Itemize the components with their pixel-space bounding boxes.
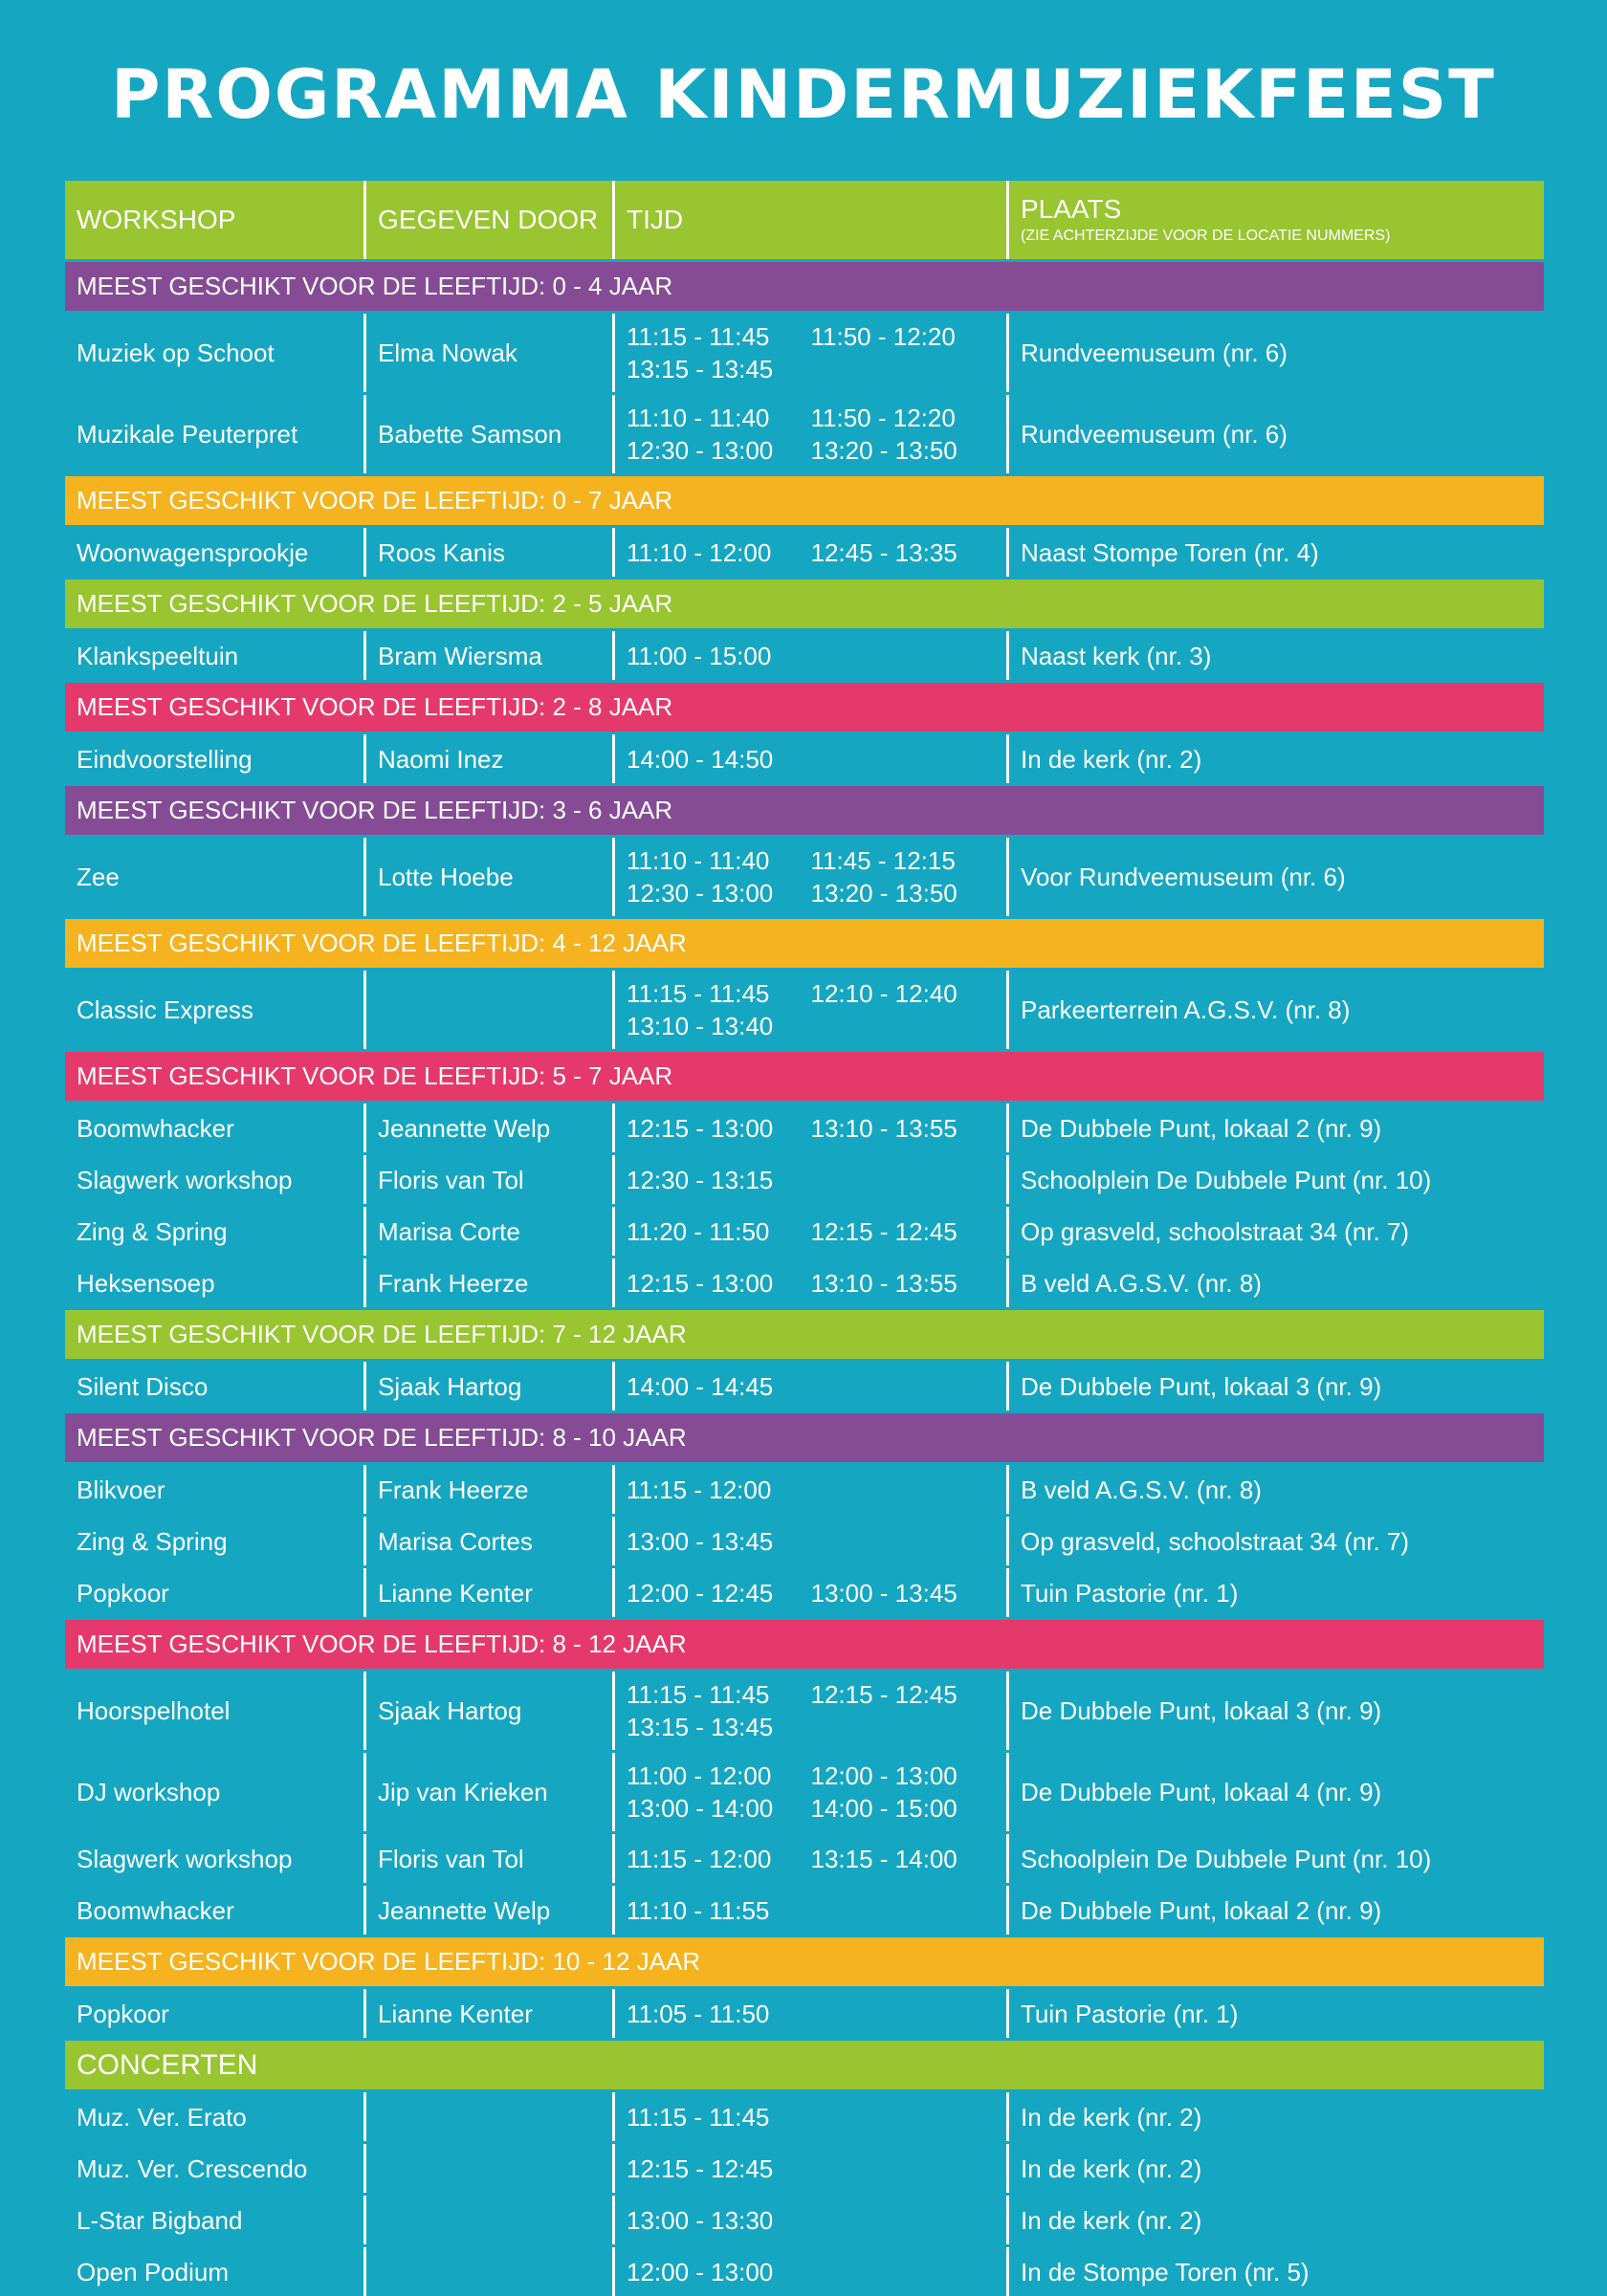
time-slot: 12:00 - 13:00 bbox=[810, 1761, 958, 1790]
time-slot: 12:10 - 12:40 bbox=[810, 979, 958, 1008]
workshop-name: Klankspeeltuin bbox=[65, 631, 366, 680]
time-slots bbox=[615, 971, 1009, 1049]
time-line bbox=[627, 2153, 995, 2185]
location: In de kerk (nr. 2) bbox=[1021, 2154, 1202, 2183]
location: Tuin Pastorie (nr. 1) bbox=[1021, 1999, 1239, 2028]
time-line bbox=[627, 1577, 995, 1609]
time-slot: 13:10 - 13:55 bbox=[810, 1268, 958, 1298]
age-section-header: MEEST GESCHIKT VOOR DE LEEFTIJD: 0 - 4 JAAR bbox=[65, 262, 1544, 311]
workshop-name: Classic Express bbox=[65, 971, 366, 1049]
time-slot: 13:10 - 13:55 bbox=[810, 1113, 958, 1143]
time-line bbox=[627, 1760, 995, 1792]
workshop-name: L-Star Bigband bbox=[65, 2196, 366, 2244]
time-slots bbox=[615, 1886, 1009, 1935]
location: Op grasveld, schoolstraat 34 (nr. 7) bbox=[1021, 1216, 1410, 1246]
time-slots bbox=[615, 2092, 1009, 2141]
time-slot: 13:00 - 13:45 bbox=[810, 1578, 958, 1607]
table-row bbox=[65, 1989, 1544, 2038]
program-table bbox=[65, 181, 1544, 2296]
workshop-name: Muz. Ver. Erato bbox=[65, 2092, 366, 2141]
given-by: Sjaak Hartog bbox=[366, 1362, 615, 1410]
given-by bbox=[366, 2196, 615, 2244]
table-row bbox=[65, 1672, 1544, 1750]
time-slot: 13:15 - 13:45 bbox=[627, 355, 774, 383]
time-line bbox=[627, 1998, 995, 2030]
time-slots bbox=[615, 631, 1009, 680]
time-slots bbox=[615, 1362, 1009, 1410]
workshop-name: Open Podium bbox=[65, 2247, 366, 2296]
location: De Dubbele Punt, lokaal 3 (nr. 9) bbox=[1021, 1371, 1382, 1401]
workshop-name: Blikvoer bbox=[65, 1465, 366, 1514]
table-row bbox=[65, 1104, 1544, 1152]
table-row bbox=[65, 528, 1544, 577]
time-line bbox=[627, 1678, 995, 1711]
table-row bbox=[65, 1517, 1544, 1565]
workshop-name: Zing & Spring bbox=[65, 1207, 366, 1256]
time-slot: 13:10 - 13:40 bbox=[627, 1012, 774, 1040]
location: Rundveemuseum (nr. 6) bbox=[1021, 339, 1288, 367]
time-slot: 11:00 - 12:00 bbox=[627, 1761, 772, 1790]
location: Rundveemuseum (nr. 6) bbox=[1021, 420, 1288, 448]
workshop-name: Slagwerk workshop bbox=[65, 1834, 366, 1883]
time-slot: 14:00 - 14:45 bbox=[627, 1371, 774, 1401]
time-slot: 11:10 - 12:00 bbox=[627, 537, 772, 567]
given-by: Jeannette Welp bbox=[366, 1104, 615, 1152]
time-line bbox=[627, 1525, 995, 1558]
table-row bbox=[65, 2144, 1544, 2193]
table-row bbox=[65, 314, 1544, 392]
location: Schoolplein De Dubbele Punt (nr. 10) bbox=[1021, 1165, 1432, 1194]
table-row bbox=[65, 1207, 1544, 1256]
time-slot: 13:00 - 13:30 bbox=[627, 2205, 774, 2235]
time-slot: 11:15 - 11:45 bbox=[627, 979, 770, 1008]
time-slot: 13:20 - 13:50 bbox=[810, 879, 958, 907]
table-row bbox=[65, 395, 1544, 473]
time-line bbox=[627, 2204, 995, 2237]
age-section-header: MEEST GESCHIKT VOOR DE LEEFTIJD: 0 - 7 JAAR bbox=[65, 476, 1544, 525]
time-line bbox=[627, 1474, 995, 1506]
workshop-name: Muz. Ver. Crescendo bbox=[65, 2144, 366, 2193]
time-line bbox=[627, 1894, 995, 1927]
time-slot: 14:00 - 15:00 bbox=[810, 1794, 958, 1823]
header-given-by: GEGEVEN DOOR bbox=[366, 181, 615, 259]
time-line bbox=[627, 1792, 995, 1825]
location: In de Stompe Toren (nr. 5) bbox=[1021, 2257, 1310, 2286]
given-by: Roos Kanis bbox=[366, 528, 615, 577]
header-place-label: PLAATS bbox=[1021, 194, 1122, 224]
time-slot: 11:15 - 12:00 bbox=[627, 1475, 772, 1504]
given-by: Frank Heerze bbox=[366, 1465, 615, 1514]
location: De Dubbele Punt, lokaal 2 (nr. 9) bbox=[1021, 1113, 1382, 1143]
time-line bbox=[627, 434, 995, 467]
given-by: Lianne Kenter bbox=[366, 1568, 615, 1617]
workshop-name: Hoorspelhotel bbox=[65, 1672, 366, 1750]
time-slot: 11:05 - 11:50 bbox=[627, 1999, 770, 2028]
time-slot: 12:00 - 12:45 bbox=[627, 1578, 774, 1607]
time-slot: 13:15 - 14:00 bbox=[810, 1844, 958, 1873]
given-by: Frank Heerze bbox=[366, 1258, 615, 1307]
time-slot: 13:15 - 13:45 bbox=[627, 1713, 774, 1741]
time-slots bbox=[615, 1465, 1009, 1514]
time-line bbox=[627, 1267, 995, 1300]
time-slots bbox=[615, 314, 1009, 392]
table-row bbox=[65, 2092, 1544, 2141]
location: Naast kerk (nr. 3) bbox=[1021, 641, 1212, 670]
location: In de kerk (nr. 2) bbox=[1021, 2102, 1202, 2132]
time-slot: 12:15 - 12:45 bbox=[810, 1680, 958, 1709]
given-by: Jeannette Welp bbox=[366, 1886, 615, 1935]
age-section-header: MEEST GESCHIKT VOOR DE LEEFTIJD: 10 - 12 JAAR bbox=[65, 1937, 1544, 1986]
table-row bbox=[65, 2196, 1544, 2244]
workshop-name: Boomwhacker bbox=[65, 1886, 366, 1935]
location: De Dubbele Punt, lokaal 4 (nr. 9) bbox=[1021, 1778, 1382, 1806]
age-section-header: MEEST GESCHIKT VOOR DE LEEFTIJD: 8 - 10 JAAR bbox=[65, 1413, 1544, 1462]
workshop-name: Zee bbox=[65, 838, 366, 916]
workshop-name: Muziek op Schoot bbox=[65, 314, 366, 392]
time-slot: 11:15 - 12:00 bbox=[627, 1844, 772, 1873]
time-line bbox=[627, 977, 995, 1010]
time-slots bbox=[615, 528, 1009, 577]
time-slots bbox=[615, 395, 1009, 473]
time-line bbox=[627, 1112, 995, 1145]
header-time: TIJD bbox=[615, 181, 1009, 259]
location: B veld A.G.S.V. (nr. 8) bbox=[1021, 1268, 1262, 1298]
page-title: PROGRAMMA KINDERMUZIEKFEEST bbox=[111, 55, 1496, 134]
table-row bbox=[65, 838, 1544, 916]
time-line bbox=[627, 844, 995, 877]
time-slots bbox=[615, 1568, 1009, 1617]
given-by: Bram Wiersma bbox=[366, 631, 615, 680]
time-slot: 11:10 - 11:40 bbox=[627, 404, 770, 432]
time-slots bbox=[615, 1834, 1009, 1883]
time-line bbox=[627, 1010, 995, 1042]
time-slots bbox=[615, 1104, 1009, 1152]
time-slot: 13:00 - 14:00 bbox=[627, 1794, 774, 1823]
location: B veld A.G.S.V. (nr. 8) bbox=[1021, 1475, 1262, 1504]
location: In de kerk (nr. 2) bbox=[1021, 744, 1202, 774]
workshop-name: Popkoor bbox=[65, 1568, 366, 1617]
given-by: Jip van Krieken bbox=[366, 1753, 615, 1831]
given-by: Lotte Hoebe bbox=[366, 838, 615, 916]
table-row bbox=[65, 1834, 1544, 1883]
time-slot: 12:15 - 13:00 bbox=[627, 1113, 774, 1143]
table-row bbox=[65, 971, 1544, 1049]
time-slot: 12:30 - 13:15 bbox=[627, 1165, 774, 1194]
given-by: Elma Nowak bbox=[366, 314, 615, 392]
time-slot: 11:45 - 12:15 bbox=[810, 846, 956, 875]
given-by: Lianne Kenter bbox=[366, 1989, 615, 2038]
time-slot: 11:20 - 11:50 bbox=[627, 1216, 770, 1246]
header-workshop: WORKSHOP bbox=[65, 181, 366, 259]
location: Schoolplein De Dubbele Punt (nr. 10) bbox=[1021, 1844, 1432, 1873]
time-line bbox=[627, 353, 995, 385]
workshop-name: Silent Disco bbox=[65, 1362, 366, 1410]
time-line bbox=[627, 1711, 995, 1743]
time-slot: 13:00 - 13:45 bbox=[627, 1526, 774, 1556]
time-slots bbox=[615, 1258, 1009, 1307]
given-by bbox=[366, 2092, 615, 2141]
workshop-name: Muzikale Peuterpret bbox=[65, 395, 366, 473]
table-row bbox=[65, 1886, 1544, 1935]
time-line bbox=[627, 743, 995, 776]
time-slot: 12:15 - 13:00 bbox=[627, 1268, 774, 1298]
location: Tuin Pastorie (nr. 1) bbox=[1021, 1578, 1239, 1607]
time-slot: 11:50 - 12:20 bbox=[810, 404, 956, 432]
time-slot: 11:10 - 11:40 bbox=[627, 846, 770, 875]
table-row bbox=[65, 1465, 1544, 1514]
workshop-name: Heksensoep bbox=[65, 1258, 366, 1307]
workshop-name: Woonwagensprookje bbox=[65, 528, 366, 577]
time-slots bbox=[615, 1155, 1009, 1204]
time-slot: 12:30 - 13:00 bbox=[627, 436, 774, 465]
age-section-header: MEEST GESCHIKT VOOR DE LEEFTIJD: 4 - 12 JAAR bbox=[65, 919, 1544, 968]
concerts-section-header: CONCERTEN bbox=[65, 2041, 1544, 2089]
given-by bbox=[366, 2144, 615, 2193]
time-slot: 11:00 - 15:00 bbox=[627, 641, 772, 670]
given-by: Floris van Tol bbox=[366, 1155, 615, 1204]
given-by: Marisa Cortes bbox=[366, 1517, 615, 1565]
workshop-name: DJ workshop bbox=[65, 1753, 366, 1831]
time-line bbox=[627, 1215, 995, 1248]
table-row bbox=[65, 1362, 1544, 1410]
time-slots bbox=[615, 1517, 1009, 1565]
time-slots bbox=[615, 838, 1009, 916]
workshop-name: Popkoor bbox=[65, 1989, 366, 2038]
header-place-note: (ZIE ACHTERZIJDE VOOR DE LOCATIE NUMMERS) bbox=[1021, 228, 1391, 244]
time-line bbox=[627, 2101, 995, 2133]
time-slots bbox=[615, 2196, 1009, 2244]
header-place bbox=[1009, 181, 1544, 259]
time-slots bbox=[615, 1207, 1009, 1256]
given-by: Babette Samson bbox=[366, 395, 615, 473]
time-line bbox=[627, 536, 995, 569]
time-slots bbox=[615, 1753, 1009, 1831]
table-row bbox=[65, 734, 1544, 783]
location: De Dubbele Punt, lokaal 2 (nr. 9) bbox=[1021, 1895, 1382, 1925]
time-line bbox=[627, 402, 995, 434]
time-slots bbox=[615, 1989, 1009, 2038]
time-slots bbox=[615, 734, 1009, 783]
time-line bbox=[627, 1843, 995, 1875]
age-section-header: MEEST GESCHIKT VOOR DE LEEFTIJD: 7 - 12 JAAR bbox=[65, 1310, 1544, 1359]
location: Voor Rundveemuseum (nr. 6) bbox=[1021, 863, 1346, 891]
workshop-name: Boomwhacker bbox=[65, 1104, 366, 1152]
table-header bbox=[65, 181, 1544, 259]
time-slot: 11:15 - 11:45 bbox=[627, 1680, 770, 1709]
location: Parkeerterrein A.G.S.V. (nr. 8) bbox=[1021, 995, 1351, 1024]
time-slots bbox=[615, 1672, 1009, 1750]
given-by: Floris van Tol bbox=[366, 1834, 615, 1883]
table-row bbox=[65, 631, 1544, 680]
time-slot: 13:20 - 13:50 bbox=[810, 436, 958, 465]
location: Naast Stompe Toren (nr. 4) bbox=[1021, 537, 1319, 567]
workshop-name: Zing & Spring bbox=[65, 1517, 366, 1565]
time-slot: 11:15 - 11:45 bbox=[627, 322, 770, 351]
table-row bbox=[65, 1155, 1544, 1204]
time-slot: 11:50 - 12:20 bbox=[810, 322, 956, 351]
location: De Dubbele Punt, lokaal 3 (nr. 9) bbox=[1021, 1696, 1382, 1725]
age-section-header: MEEST GESCHIKT VOOR DE LEEFTIJD: 3 - 6 JAAR bbox=[65, 786, 1544, 835]
time-slot: 11:15 - 11:45 bbox=[627, 2102, 770, 2132]
table-row bbox=[65, 1258, 1544, 1307]
time-slot: 12:45 - 13:35 bbox=[810, 537, 958, 567]
table-row bbox=[65, 1753, 1544, 1831]
age-section-header: MEEST GESCHIKT VOOR DE LEEFTIJD: 8 - 12 JAAR bbox=[65, 1620, 1544, 1669]
age-section-header: MEEST GESCHIKT VOOR DE LEEFTIJD: 2 - 5 JAAR bbox=[65, 579, 1544, 628]
time-slot: 14:00 - 14:50 bbox=[627, 744, 774, 774]
time-line bbox=[627, 640, 995, 672]
time-line bbox=[627, 877, 995, 909]
time-line bbox=[627, 1164, 995, 1196]
given-by: Naomi Inez bbox=[366, 734, 615, 783]
time-slot: 12:15 - 12:45 bbox=[627, 2154, 774, 2183]
time-slots bbox=[615, 2144, 1009, 2193]
time-slot: 12:15 - 12:45 bbox=[810, 1216, 958, 1246]
location: Op grasveld, schoolstraat 34 (nr. 7) bbox=[1021, 1526, 1410, 1556]
table-body bbox=[65, 262, 1544, 2296]
given-by: Sjaak Hartog bbox=[366, 1672, 615, 1750]
age-section-header: MEEST GESCHIKT VOOR DE LEEFTIJD: 2 - 8 JAAR bbox=[65, 683, 1544, 732]
table-row bbox=[65, 1568, 1544, 1617]
given-by bbox=[366, 971, 615, 1049]
time-slot: 12:00 - 13:00 bbox=[627, 2257, 774, 2286]
given-by: Marisa Corte bbox=[366, 1207, 615, 1256]
location: In de kerk (nr. 2) bbox=[1021, 2205, 1202, 2235]
time-line bbox=[627, 1370, 995, 1403]
age-section-header: MEEST GESCHIKT VOOR DE LEEFTIJD: 5 - 7 JAAR bbox=[65, 1052, 1544, 1101]
workshop-name: Eindvoorstelling bbox=[65, 734, 366, 783]
workshop-name: Slagwerk workshop bbox=[65, 1155, 366, 1204]
time-line bbox=[627, 320, 995, 353]
time-slot: 12:30 - 13:00 bbox=[627, 879, 774, 907]
time-slot: 11:10 - 11:55 bbox=[627, 1895, 770, 1925]
